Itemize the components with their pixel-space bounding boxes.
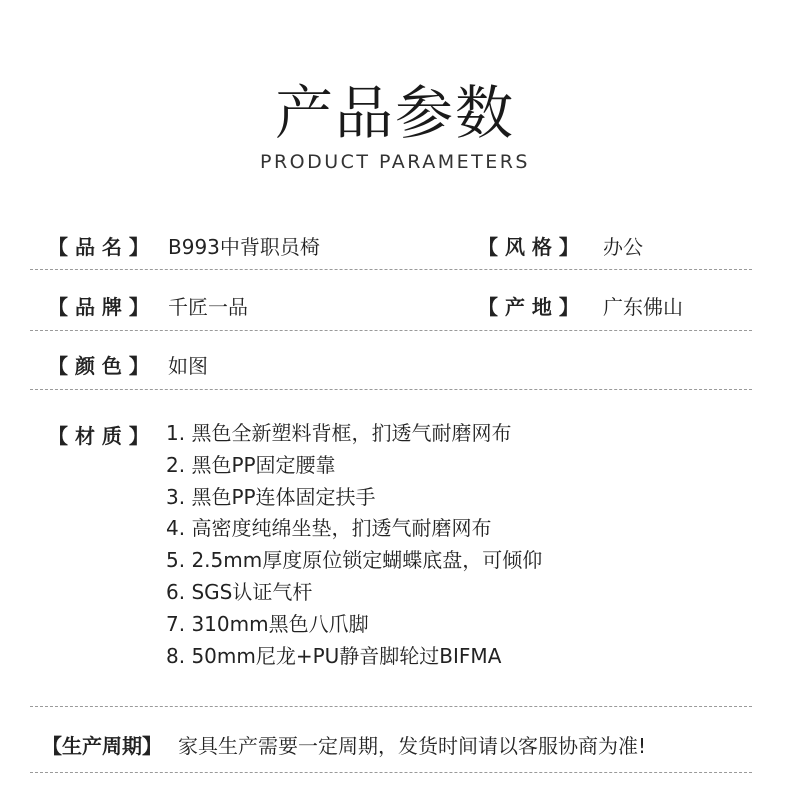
param-value-color: 如图 [168, 354, 208, 378]
material-item: 3. 黑色PP连体固定扶手 [166, 484, 376, 509]
divider [30, 706, 752, 707]
material-item: 5. 2.5mm厚度原位锁定蝴蝶底盘，可倾仰 [166, 548, 543, 573]
param-value-name: B993中背职员椅 [168, 235, 320, 259]
param-label-name: 【 品 名 】 [48, 235, 149, 259]
divider [30, 772, 752, 773]
page-subtitle: PRODUCT PARAMETERS [259, 151, 530, 173]
material-item: 2. 黑色PP固定腰靠 [166, 452, 336, 477]
material-item: 7. 310mm黑色八爪脚 [166, 611, 369, 636]
divider [30, 330, 752, 331]
param-label-origin: 【 产 地 】 [478, 295, 579, 319]
material-item: 1. 黑色全新塑料背框，扪透气耐磨网布 [166, 421, 512, 445]
material-item: 4. 高密度纯绵坐垫，扪透气耐磨网布 [166, 516, 492, 541]
divider [30, 389, 752, 390]
production-cycle-text: 家具生产需要一定周期，发货时间请以客服协商为准! [178, 734, 647, 758]
page-title: 产品参数 [274, 79, 515, 147]
param-label-style: 【 风 格 】 [478, 235, 579, 259]
param-label-material: 【 材 质 】 [48, 424, 149, 448]
production-cycle-label: 【生产周期】 [42, 734, 162, 758]
param-value-brand: 千匠一品 [168, 295, 248, 319]
param-value-style: 办公 [603, 235, 643, 259]
param-label-brand: 【 品 牌 】 [48, 295, 149, 319]
material-item: 6. SGS认证气杆 [166, 579, 313, 604]
material-item: 8. 50mm尼龙+PU静音脚轮过BIFMA [166, 643, 502, 668]
param-value-origin: 广东佛山 [603, 295, 683, 319]
param-label-color: 【 颜 色 】 [48, 354, 149, 378]
material-list [166, 418, 542, 672]
divider [30, 269, 752, 270]
